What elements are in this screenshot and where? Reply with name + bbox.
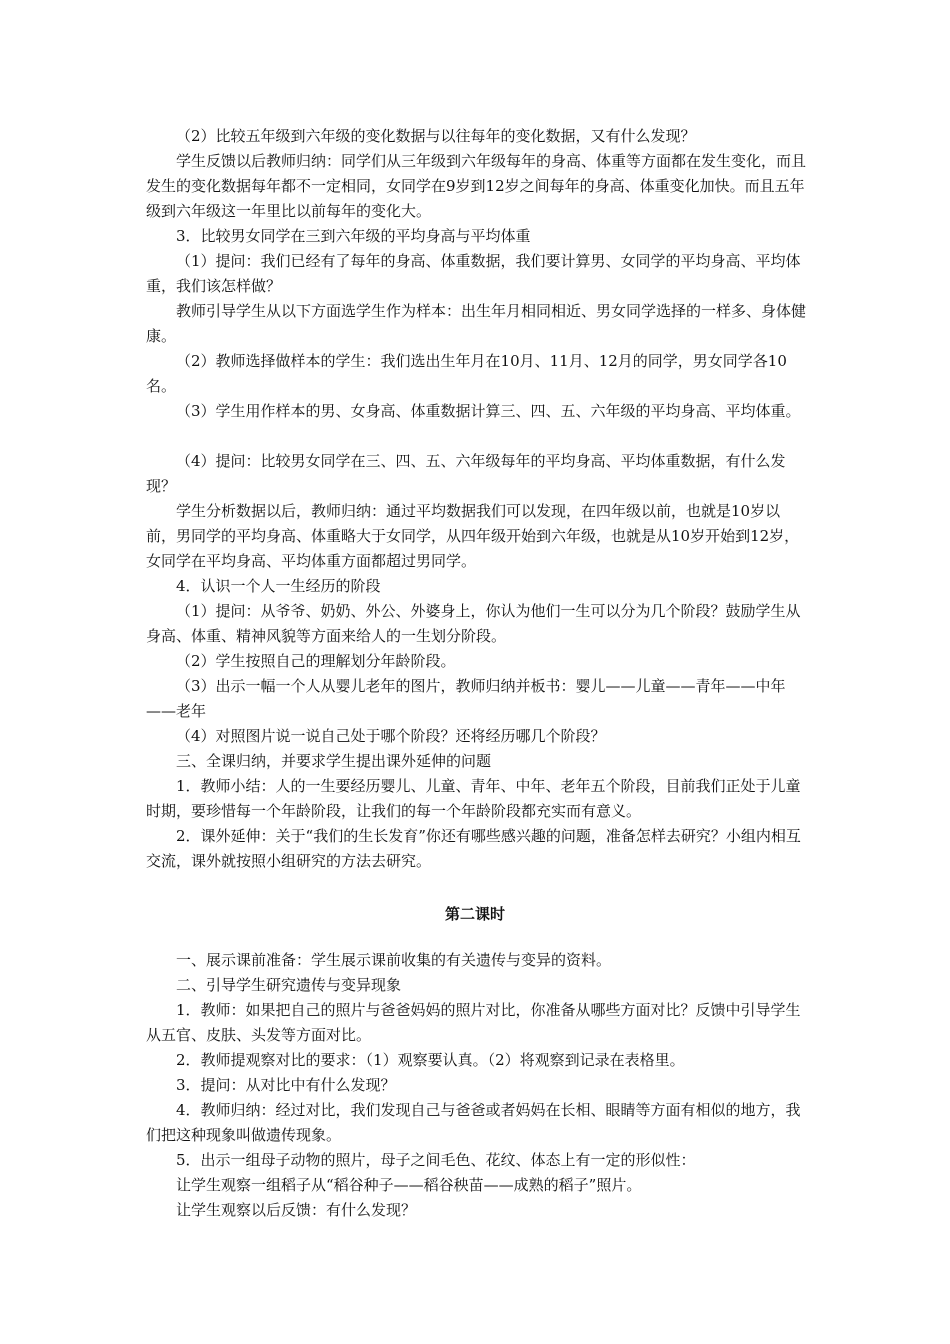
paragraph: 2．教师提观察对比的要求：（1）观察要认真。（2）将观察到记录在表格里。 — [176, 1051, 685, 1069]
paragraph: （3）学生用作样本的男、女身高、体重数据计算三、四、五、六年级的平均身高、平均体重。 — [176, 402, 801, 420]
paragraph: 让学生观察一组稻子从“稻谷种子——稻谷秧苗——成熟的稻子”照片。 — [176, 1176, 642, 1194]
paragraph: 1．教师：如果把自己的照片与爸爸妈妈的照片对比，你准备从哪些方面对比？反馈中引导学生从五官、皮肤、头发等方面对比。 — [146, 1001, 801, 1044]
paragraph: （2）比较五年级到六年级的变化数据与以往每年的变化数据，又有什么发现？ — [176, 127, 696, 145]
paragraph: （2）教师选择做样本的学生：我们选出生年月在10月、11月、12月的同学，男女同学各10名。 — [146, 352, 787, 395]
paragraph: （4）对照图片说一说自己处于哪个阶段？还将经历哪几个阶段？ — [176, 727, 606, 745]
paragraph: （2）学生按照自己的理解划分年龄阶段。 — [176, 652, 456, 670]
paragraph: 学生分析数据以后，教师归纳：通过平均数据我们可以发现，在四年级以前，也就是10岁以前，男同学的平均身高、体重略大于女同学，从四年级开始到六年级，也就是从10岁开始到12岁，女同学在平均身高、平均体重方面都超过男同学。 — [146, 502, 800, 570]
paragraph: 4．认识一个人一生经历的阶段 — [176, 577, 381, 595]
paragraph: 3．提问：从对比中有什么发现？ — [176, 1076, 396, 1094]
paragraph: 二、引导学生研究遗传与变异现象 — [176, 976, 402, 994]
paragraph: 2．课外延伸：关于“我们的生长发育”你还有哪些感兴趣的问题，准备怎样去研究？小组内相互交流，课外就按照小组研究的方法去研究。 — [146, 827, 801, 870]
paragraph: （1）提问：我们已经有了每年的身高、体重数据，我们要计算男、女同学的平均身高、平均体重，我们该怎样做？ — [146, 252, 801, 295]
paragraph: （4）提问：比较男女同学在三、四、五、六年级每年的平均身高、平均体重数据，有什么发现？ — [146, 452, 786, 495]
paragraph: 3．比较男女同学在三到六年级的平均身高与平均体重 — [176, 227, 531, 245]
paragraph: 教师引导学生从以下方面选学生作为样本：出生年月相同相近、男女同学选择的一样多、身体健康。 — [146, 302, 807, 345]
paragraph: （3）出示一幅一个人从婴儿老年的图片，教师归纳并板书：婴儿——儿童——青年——中年——老年 — [146, 677, 786, 720]
paragraph: 让学生观察以后反馈：有什么发现？ — [176, 1201, 417, 1219]
paragraph: 一、展示课前准备：学生展示课前收集的有关遗传与变异的资料。 — [176, 951, 612, 969]
paragraph: 1．教师小结：人的一生要经历婴儿、儿童、青年、中年、老年五个阶段，目前我们正处于儿童时期，要珍惜每一个年龄阶段，让我们的每一个年龄阶段都充实而有意义。 — [146, 777, 801, 820]
paragraph: 4．教师归纳：经过对比，我们发现自己与爸爸或者妈妈在长相、眼睛等方面有相似的地方，我们把这种现象叫做遗传现象。 — [146, 1101, 801, 1144]
section-title: 第二课时 — [444, 905, 505, 923]
paragraph: 三、全课归纳，并要求学生提出课外延伸的问题 — [176, 752, 492, 770]
paragraph: 学生反馈以后教师归纳：同学们从三年级到六年级每年的身高、体重等方面都在发生变化，而且发生的变化数据每年都不一定相同，女同学在9岁到12岁之间每年的身高、体重变化加快。而且五年级到六年级这一年里比以前每年的变化大。 — [146, 152, 807, 220]
paragraph: 5．出示一组母子动物的照片，母子之间毛色、花纹、体态上有一定的形似性： — [176, 1151, 696, 1169]
paragraph: （1）提问：从爷爷、奶奶、外公、外婆身上，你认为他们一生可以分为几个阶段？鼓励学生从身高、体重、精神风貌等方面来给人的一生划分阶段。 — [146, 602, 801, 645]
